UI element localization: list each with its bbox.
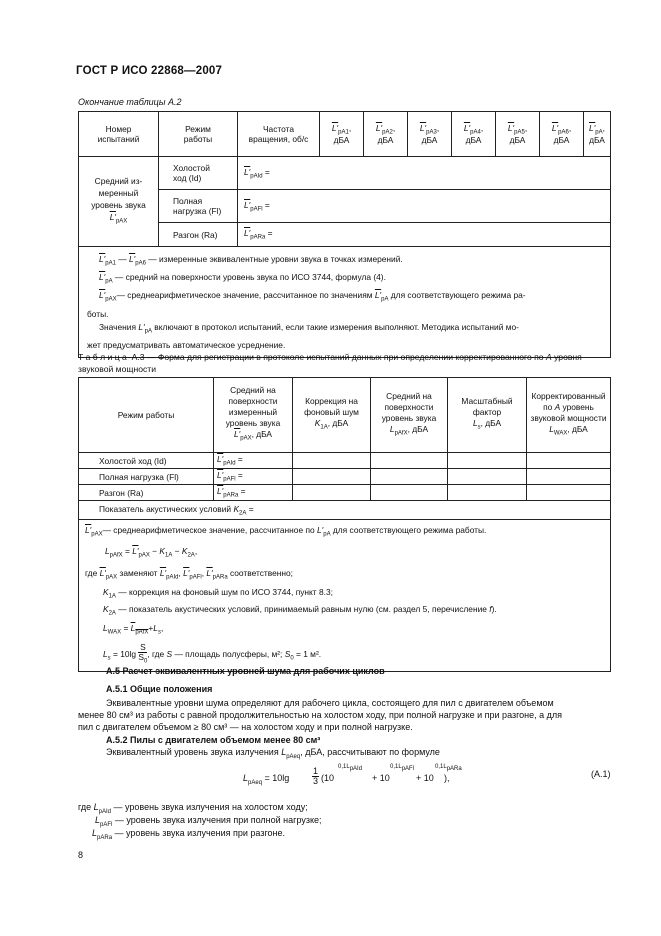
acoustic-environment: Показатель акустических условий $K_{2A}$ = bbox=[79, 501, 611, 520]
para1-line2: менее 80 см³ из работы с равной продолжительностью на холостом ходу, при полной нагрузке и при разгоне, а для bbox=[78, 710, 563, 720]
symbol-full-load: $L'_{pAFl}$ = bbox=[238, 190, 611, 223]
table-a2 bbox=[78, 111, 611, 358]
col-lpa5: $L'_{pA5}$, дБА bbox=[496, 112, 540, 157]
note-k2a: $K_{2A}$ — показатель акустических условий, принимаемый равным нулю (см. раздел 5, перечисление f). bbox=[103, 603, 497, 617]
col-power-level: Корректированный по A уровень звуковой мощности $L_{WAX}$, дБА bbox=[527, 378, 611, 453]
where-idle: где $L_{pAId}$ — уровень звука излучения на холостом ходу; bbox=[78, 802, 308, 815]
note-k1a: $K_{1A}$ — коррекция на фоновый шум по ИСО 3744, пункт 8.3; bbox=[103, 587, 333, 600]
table-continuation-label: Окончание таблицы А.2 bbox=[78, 97, 182, 107]
section-a5-title: А.5 Расчет эквивалентных уровней шума для рабочих циклов bbox=[106, 666, 385, 676]
col-speed: Частота вращения, об/с bbox=[238, 112, 320, 157]
symbol-racing: $L'_{pARa}$ = bbox=[238, 223, 611, 247]
col-lpa4: $L'_{pA4}$, дБА bbox=[452, 112, 496, 157]
table-header-row bbox=[79, 112, 611, 157]
formula-a1: $L_{pAeq} = 10\lg$ 1 3 (10 $0,1L_{pAId}$ + 10 $0,1L_{pAFl}$ + 10 $0,1L_{pARa}$ ), bbox=[243, 764, 462, 786]
formula-number: (A.1) bbox=[591, 769, 611, 779]
table-a3 bbox=[78, 377, 611, 672]
note-4: Значения $L'_{pA}$ включают в протокол испытаний, если такие измерения выполняют. Методика испытаний мо- жет предусматривать автоматическое усреднение. bbox=[87, 322, 519, 351]
formula-lpafx: $L_{pAfX} = L'_{pAX} - K_{1A} - K_{2A}$, bbox=[105, 545, 198, 559]
table-row bbox=[79, 469, 611, 485]
table-a3-notes bbox=[79, 520, 611, 672]
para1-line3: пил с двигателем объемом ≥ 80 см³ — на холостом ходу и при полной нагрузке. bbox=[78, 722, 413, 732]
mode-full-load: Полная нагрузка (Fl) bbox=[159, 190, 238, 223]
table-header-row bbox=[79, 378, 611, 453]
col-lpa3: $L'_{pA3}$, дБА bbox=[408, 112, 452, 157]
note-where: где $L'_{pAX}$ заменяют $L'_{pAId}$, $L'_{pAFl}$, $L'_{pARa}$ соответственно; bbox=[85, 568, 293, 582]
section-a51-title: А.5.1 Общие положения bbox=[106, 684, 213, 694]
table-a3-caption: Т а б л и ц а А.3 — Форма для регистрации в протоколе испытаний данных при определении корректированного по A уровня звуковой мощности bbox=[78, 352, 582, 374]
para1-line1: Эквивалентные уровни шума определяют для рабочего цикла, состоящего для пил с двигателем объемом bbox=[106, 698, 554, 708]
col-mean-level: Средний на поверхности измеренный уровень звука $L'_{pAX}$, дБА bbox=[214, 378, 293, 453]
col-background-correction: Коррекция на фоновый шум $K_{1A}$, дБА bbox=[293, 378, 371, 453]
note-3: $L'_{pAX}—$ среднеарифметическое значение, рассчитанное по значениям $L'_{pA}$ для соответствующего режима ра- боты. bbox=[87, 290, 526, 319]
col-scale-factor: Масштабный фактор $L_s$, дБА bbox=[448, 378, 527, 453]
table-a2-notes bbox=[79, 247, 611, 358]
note-2: $L'_{pA}$ — средний на поверхности уровень звука по ИСО 3744, формула (4). bbox=[99, 272, 386, 285]
col-test-no: Номер испытаний bbox=[79, 112, 159, 157]
where-full-load: $L_{pAFl}$ — уровень звука излучения при полной нагрузке; bbox=[95, 815, 322, 828]
row-idle: Холостой ход (Id) bbox=[79, 453, 214, 469]
table-row bbox=[79, 157, 611, 190]
col-mode: Режим работы bbox=[159, 112, 238, 157]
row-full-load: Полная нагрузка (Fl) bbox=[79, 469, 214, 485]
symbol-idle: $L'_{pAId}$ = bbox=[238, 157, 611, 190]
col-lpa2: $L'_{pA2}$, дБА bbox=[364, 112, 408, 157]
page-number: 8 bbox=[78, 850, 84, 860]
symbol-idle: $L'_{pAId}$ = bbox=[214, 453, 293, 469]
mode-idle: Холостой ход (Id) bbox=[159, 157, 238, 190]
table-row bbox=[79, 501, 611, 520]
document-header: ГОСТ Р ИСО 22868—2007 bbox=[76, 65, 223, 77]
formula-lwax: $L_{WAX} = L_{pAfX}+L_s$, bbox=[103, 623, 164, 637]
section-a52-title: А.5.2 Пилы с двигателем объемом менее 80 см³ bbox=[106, 735, 321, 745]
table-row bbox=[79, 190, 611, 223]
symbol-racing: $L'_{pARa}$ = bbox=[214, 485, 293, 501]
row-racing: Разгон (Ra) bbox=[79, 485, 214, 501]
table-row bbox=[79, 453, 611, 469]
table-row bbox=[79, 223, 611, 247]
col-lpa: $L'_{pA}$, дБА bbox=[584, 112, 611, 157]
mode-racing: Разгон (Ra) bbox=[159, 223, 238, 247]
table-notes-row bbox=[79, 247, 611, 358]
table-row bbox=[79, 485, 611, 501]
table-notes-row bbox=[79, 520, 611, 672]
note-mean: $L'_{pAX}—$ среднеарифметическое значение, рассчитанное по $L'_{pA}$ для соответствующего режима работы. bbox=[85, 525, 487, 538]
col-surface-level: Средний на поверхности уровень звука $L_{pAfX}$, дБА bbox=[371, 378, 448, 453]
note-1: $L'_{pA1}$ — $L'_{pA6}$ — измеренные эквивалентные уровни звука в точках измерений. bbox=[99, 254, 403, 267]
where-racing: $L_{pARa}$ — уровень звука излучения при разгоне. bbox=[92, 828, 286, 841]
col-lpa6: $L'_{pA6}$, дБА bbox=[540, 112, 584, 157]
col-lpa1: $L'_{pA1}$, дБА bbox=[320, 112, 364, 157]
formula-ls: $L_s = 10\lg$ $\frac{S}{S_0}$ , где S — площадь полусферы, м²; $S_0 = 1$ м². bbox=[103, 642, 322, 665]
para2: Эквивалентный уровень звука излучения $L_{pAeq}$, дБА, рассчитывают по формуле bbox=[106, 747, 440, 760]
row-label-mean-level: Средний из- меренный уровень звука $L'_{pAX}$ bbox=[79, 157, 159, 247]
symbol-full-load: $L'_{pAFl}$ = bbox=[214, 469, 293, 485]
col-mode: Режим работы bbox=[79, 378, 214, 453]
